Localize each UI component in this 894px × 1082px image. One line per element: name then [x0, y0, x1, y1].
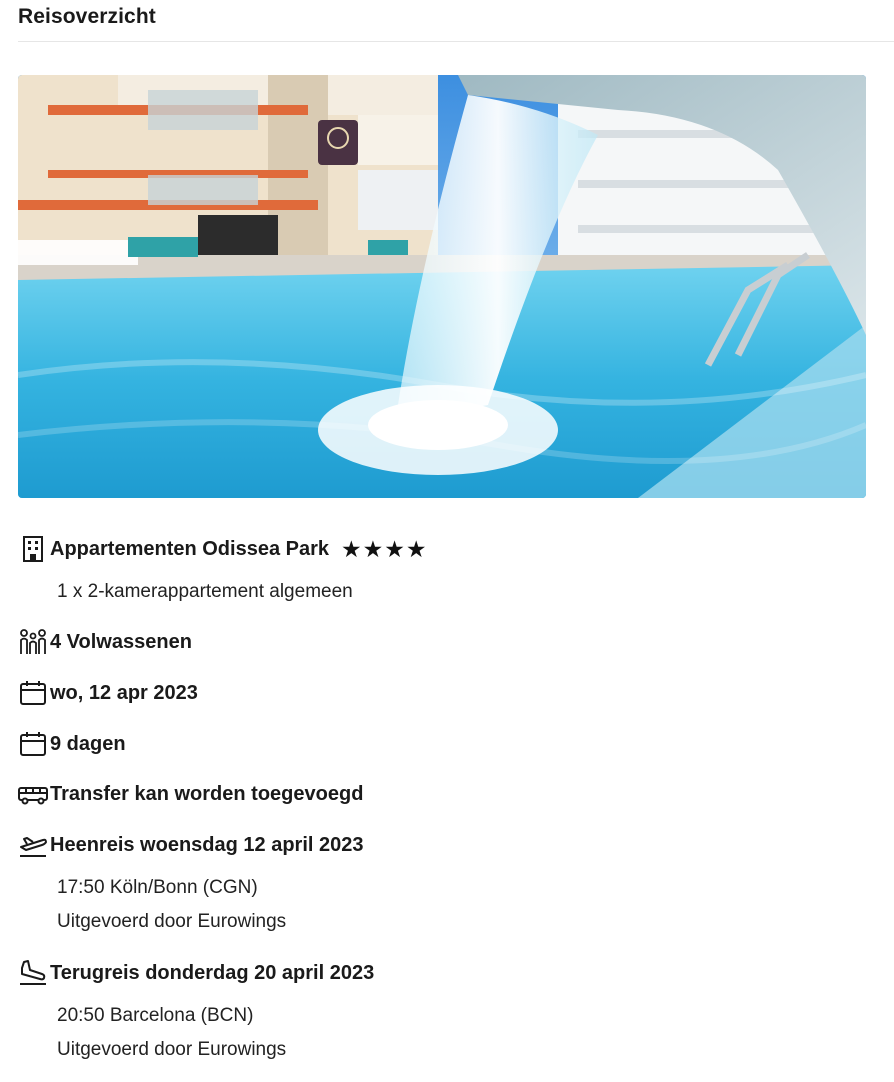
star-icon: ★ — [341, 536, 362, 562]
plane-takeoff-icon — [18, 830, 50, 860]
return-operator: Uitgevoerd door Eurowings — [57, 1039, 287, 1060]
hotel-row — [18, 534, 427, 564]
star-icon: ★ — [384, 536, 405, 562]
pool-photo-illustration — [18, 75, 866, 498]
star-icon: ★ — [362, 536, 384, 562]
room-type: 1 x 2-kamerappartement algemeen — [57, 581, 353, 602]
travellers-row — [18, 627, 192, 657]
hotel-photo[interactable] — [18, 75, 866, 498]
plane-landing-icon — [18, 958, 50, 988]
return-flight-row — [18, 958, 374, 988]
duration-row — [18, 729, 126, 759]
outbound-time-airport: 17:50 Köln/Bonn (CGN) — [57, 877, 258, 898]
star-icon: ★ — [405, 536, 427, 562]
return-title: Terugreis donderdag 20 april 2023 — [50, 962, 375, 984]
calendar-icon — [18, 729, 50, 759]
bus-icon — [18, 779, 50, 809]
calendar-icon — [18, 678, 50, 708]
outbound-operator: Uitgevoerd door Eurowings — [57, 911, 287, 932]
outbound-flight-row — [18, 830, 364, 860]
family-icon — [18, 627, 50, 657]
star-rating — [341, 534, 427, 564]
summary-header — [18, 0, 894, 42]
departure-date-label: wo, 12 apr 2023 — [50, 682, 198, 704]
transfer-row — [18, 779, 363, 809]
duration-label: 9 dagen — [50, 733, 126, 755]
outbound-title: Heenreis woensdag 12 april 2023 — [50, 834, 364, 856]
building-icon — [18, 534, 50, 564]
page-title: Reisoverzicht — [18, 5, 156, 28]
hotel-name[interactable]: Appartementen Odissea Park — [50, 538, 329, 560]
departure-date-row — [18, 678, 198, 708]
return-time-airport: 20:50 Barcelona (BCN) — [57, 1005, 254, 1026]
transfer-label[interactable]: Transfer kan worden toegevoegd — [50, 783, 364, 805]
travellers-label: 4 Volwassenen — [50, 631, 192, 653]
